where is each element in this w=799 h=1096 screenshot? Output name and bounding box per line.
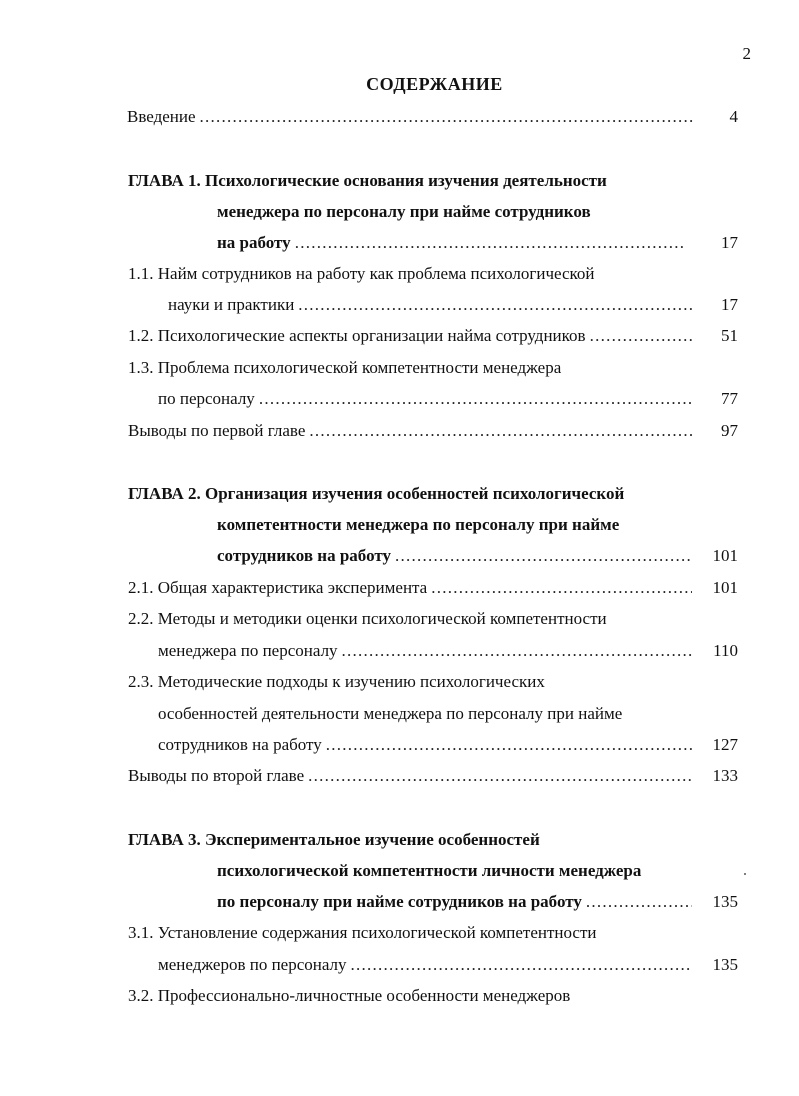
toc-1-conclusion[interactable] <box>128 421 696 441</box>
leader-dots <box>295 233 686 253</box>
toc-2-1-text: 2.1. Общая характеристика эксперимента <box>128 578 428 597</box>
page-title: СОДЕРЖАНИЕ <box>366 74 503 94</box>
toc-1-2[interactable] <box>128 326 696 346</box>
toc-1-3-cont-text: по персоналу <box>158 389 255 408</box>
toc-2-2-cont <box>158 641 696 661</box>
toc-1-2-text: 1.2. Психологические аспекты организации найма сотрудников <box>128 326 586 345</box>
chapter1-heading[interactable]: ГЛАВА 1. Психологические основания изучения деятельности <box>128 171 607 190</box>
chapter3-heading-last-text: по персоналу при найме сотрудников на работу <box>217 892 582 911</box>
toc-2-1[interactable] <box>128 578 696 598</box>
chapter1-heading-last-text: на работу <box>217 233 291 252</box>
toc-2-1-page: 101 <box>712 578 738 597</box>
toc-intro-page: 4 <box>729 107 738 126</box>
toc-1-3-cont <box>158 389 696 409</box>
toc-3-1-page: 135 <box>712 955 738 974</box>
toc-2-3[interactable]: 2.3. Методические подходы к изучению психологических <box>128 672 545 691</box>
leader-dots <box>586 892 692 912</box>
chapter1-heading-cont: менеджера по персоналу при найме сотрудников <box>217 202 591 221</box>
page-number: 2 <box>742 44 751 63</box>
leader-dots <box>298 295 692 315</box>
toc-2-2-page: 110 <box>713 641 738 660</box>
toc-2-conclusion[interactable] <box>128 766 696 786</box>
toc-1-conclusion-text: Выводы по первой главе <box>128 421 306 440</box>
toc-1-1-cont-text: науки и практики <box>168 295 295 314</box>
toc-2-conclusion-page: 133 <box>712 766 738 785</box>
leader-dots <box>342 641 692 661</box>
toc-3-2[interactable]: 3.2. Профессионально-личностные особенности менеджеров <box>128 986 571 1005</box>
chapter2-page: 101 <box>712 546 738 565</box>
toc-3-1-cont <box>158 955 696 975</box>
leader-dots <box>590 326 692 346</box>
toc-intro-label: Введение <box>127 107 196 126</box>
leader-dots <box>395 546 692 566</box>
toc-2-2[interactable]: 2.2. Методы и методики оценки психологической компетентности <box>128 609 607 628</box>
leader-dots <box>200 107 693 127</box>
toc-3-1[interactable]: 3.1. Установление содержания психологической компетентности <box>128 923 597 942</box>
chapter3-page: 135 <box>712 892 738 911</box>
chapter3-heading-last <box>217 892 696 912</box>
chapter2-heading-cont: компетентности менеджера по персоналу при найме <box>217 515 620 534</box>
toc-2-2-cont-text: менеджера по персоналу <box>158 641 338 660</box>
chapter2-heading-last-text: сотрудников на работу <box>217 546 391 565</box>
toc-intro[interactable] <box>127 107 697 127</box>
chapter2-heading-last <box>217 546 696 566</box>
toc-2-3-page: 127 <box>712 735 738 754</box>
leader-dots <box>326 735 692 755</box>
leader-dots <box>351 955 692 975</box>
toc-1-3[interactable]: 1.3. Проблема психологической компетентности менеджера <box>128 358 562 377</box>
toc-1-3-page: 77 <box>721 389 738 408</box>
toc-2-3-cont2 <box>158 735 696 755</box>
leader-dots <box>308 766 692 786</box>
toc-2-conclusion-text: Выводы по второй главе <box>128 766 305 785</box>
toc-3-1-cont-text: менеджеров по персоналу <box>158 955 347 974</box>
chapter1-heading-last <box>217 233 690 253</box>
leader-dots <box>309 421 692 441</box>
toc-2-3-cont: особенностей деятельности менеджера по персоналу при найме <box>158 704 623 723</box>
leader-dots <box>259 389 692 409</box>
leader-dots <box>431 578 692 598</box>
chapter3-heading[interactable]: ГЛАВА 3. Экспериментальное изучение особенностей <box>128 830 540 849</box>
toc-1-2-page: 51 <box>721 326 738 345</box>
chapter1-page: 17 <box>721 233 738 252</box>
toc-1-conclusion-page: 97 <box>721 421 738 440</box>
scan-speck <box>744 873 746 875</box>
toc-2-3-cont2-text: сотрудников на работу <box>158 735 322 754</box>
chapter3-heading-cont: психологической компетентности личности менеджера <box>217 861 642 880</box>
toc-1-1[interactable]: 1.1. Найм сотрудников на работу как проблема психологической <box>128 264 595 283</box>
chapter2-heading[interactable]: ГЛАВА 2. Организация изучения особенностей психологической <box>128 484 625 503</box>
toc-1-1-page: 17 <box>721 295 738 314</box>
toc-1-1-cont <box>168 295 696 315</box>
